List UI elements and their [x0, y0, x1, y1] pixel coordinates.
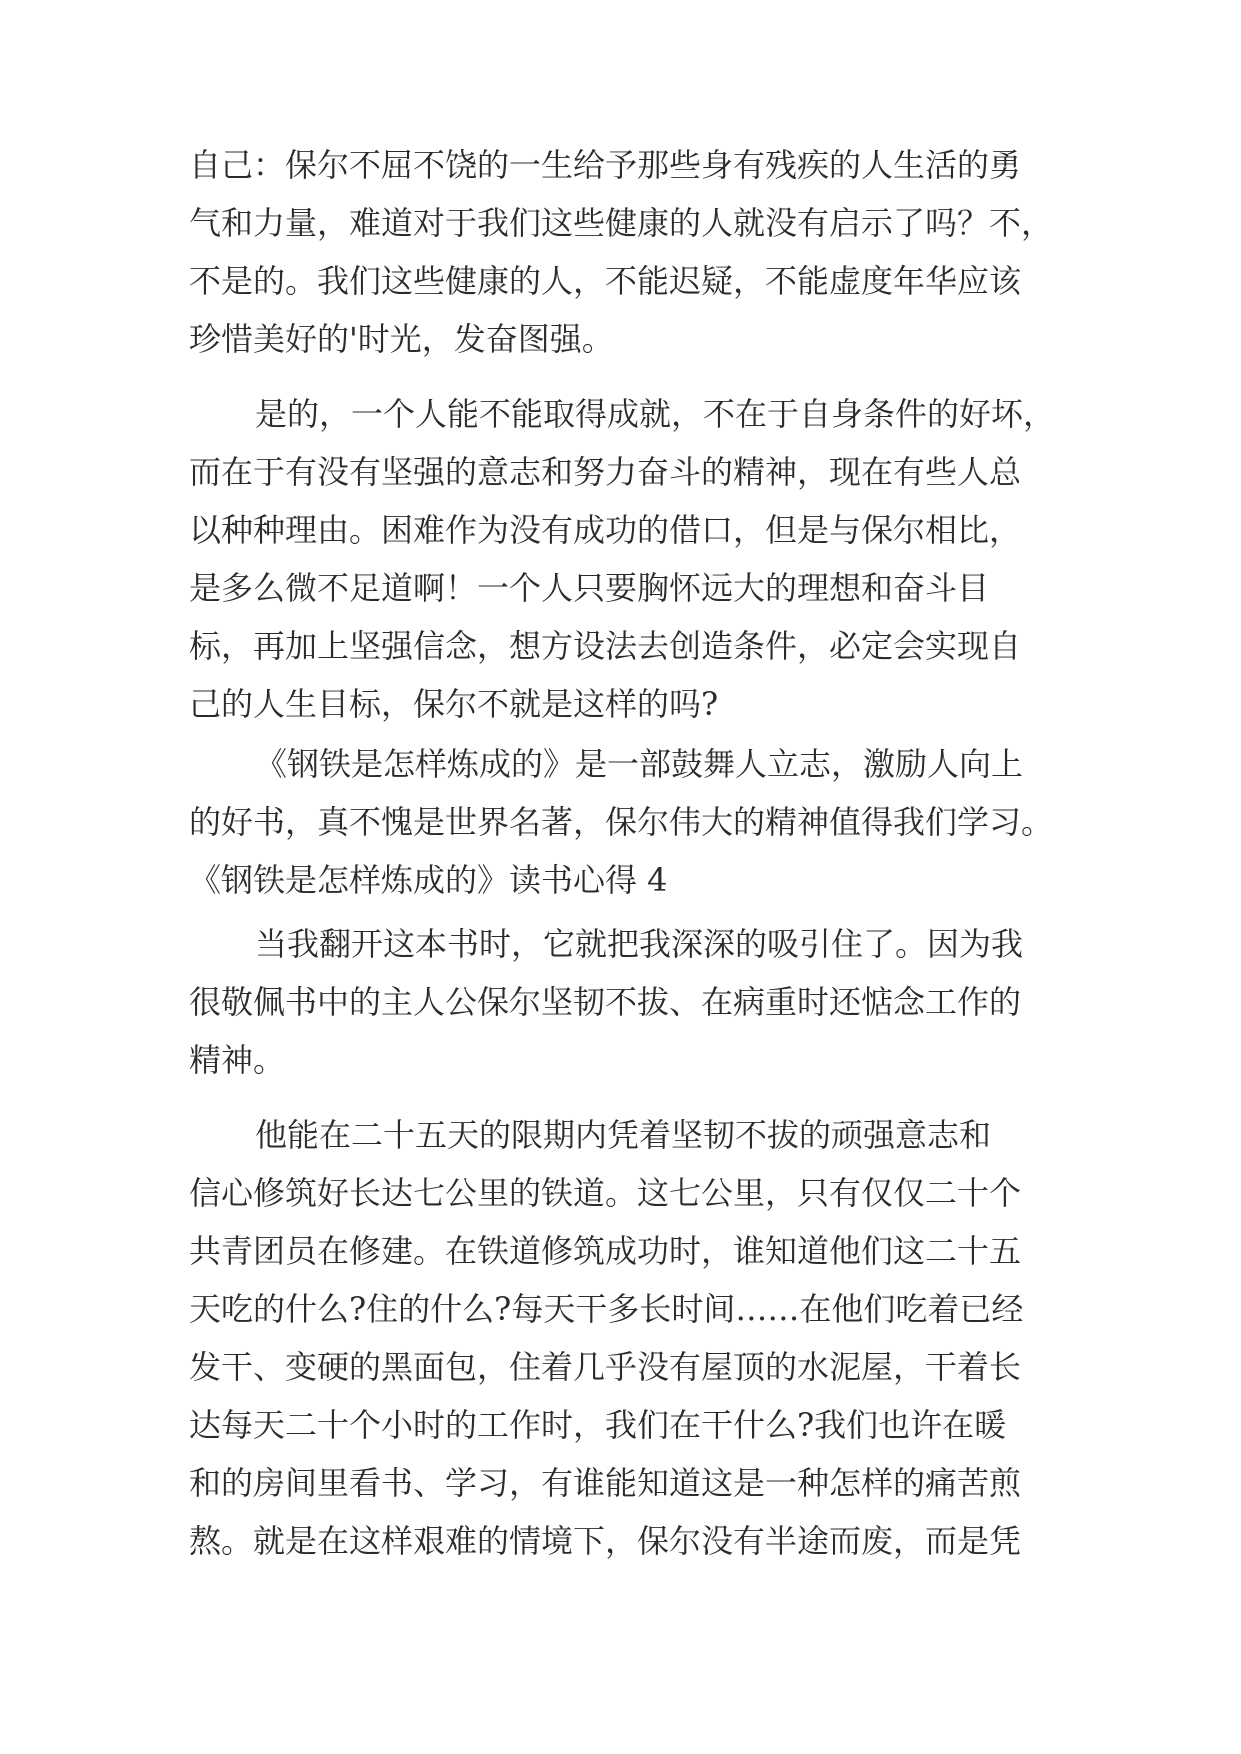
- body-text-line: 信心修筑好长达七公里的铁道。这七公里，只有仅仅二十个: [189, 1174, 1022, 1212]
- paragraph-first-line: 当我翻开这本书时，它就把我深深的吸引住了。因为我: [255, 925, 1024, 963]
- body-text-line: 很敬佩书中的主人公保尔坚韧不拔、在病重时还惦念工作的: [189, 983, 1022, 1021]
- body-text-line: 不是的。我们这些健康的人，不能迟疑，不能虚度年华应该: [189, 262, 1022, 300]
- body-text-line: 而在于有没有坚强的意志和努力奋斗的精神，现在有些人总: [189, 453, 1022, 491]
- body-text-line: 自己：保尔不屈不饶的一生给予那些身有残疾的人生活的勇: [189, 146, 1022, 184]
- paragraph-first-line: 是的，一个人能不能取得成就，不在于自身条件的好坏，: [255, 395, 1056, 433]
- body-text-line: 熬。就是在这样艰难的情境下，保尔没有半途而废，而是凭: [189, 1522, 1022, 1560]
- body-text-line: 和的房间里看书、学习，有谁能知道这是一种怎样的痛苦煎: [189, 1464, 1022, 1502]
- body-text-line: 是多么微不足道啊！一个人只要胸怀远大的理想和奋斗目: [189, 569, 990, 607]
- paragraph-first-line: 他能在二十五天的限期内凭着坚韧不拔的顽强意志和: [255, 1116, 992, 1154]
- body-text-line: 气和力量，难道对于我们这些健康的人就没有启示了吗？不，: [189, 204, 1054, 242]
- body-text-line: 的好书，真不愧是世界名著，保尔伟大的精神值得我们学习。: [189, 803, 1054, 841]
- body-text-line: 达每天二十个小时的工作时，我们在干什么?我们也许在暖: [189, 1406, 1007, 1444]
- body-text-line: 己的人生目标，保尔不就是这样的吗?: [189, 685, 719, 723]
- body-text-line: 精神。: [189, 1041, 286, 1079]
- body-text-line: 以种种理由。困难作为没有成功的借口，但是与保尔相比，: [189, 511, 1022, 549]
- paragraph-first-line: 《钢铁是怎样炼成的》是一部鼓舞人立志，激励人向上: [255, 745, 1024, 783]
- body-text-line: 标，再加上坚强信念，想方设法去创造条件，必定会实现自: [189, 627, 1022, 665]
- body-text-line: 发干、变硬的黑面包，住着几乎没有屋顶的水泥屋，干着长: [189, 1348, 1022, 1386]
- body-text-line: 珍惜美好的'时光，发奋图强。: [189, 320, 614, 358]
- body-text-line: 天吃的什么?住的什么?每天干多长时间……在他们吃着已经: [189, 1290, 1024, 1328]
- body-text-line: 共青团员在修建。在铁道修筑成功时，谁知道他们这二十五: [189, 1232, 1022, 1270]
- section-heading: 《钢铁是怎样炼成的》读书心得 4: [189, 861, 668, 899]
